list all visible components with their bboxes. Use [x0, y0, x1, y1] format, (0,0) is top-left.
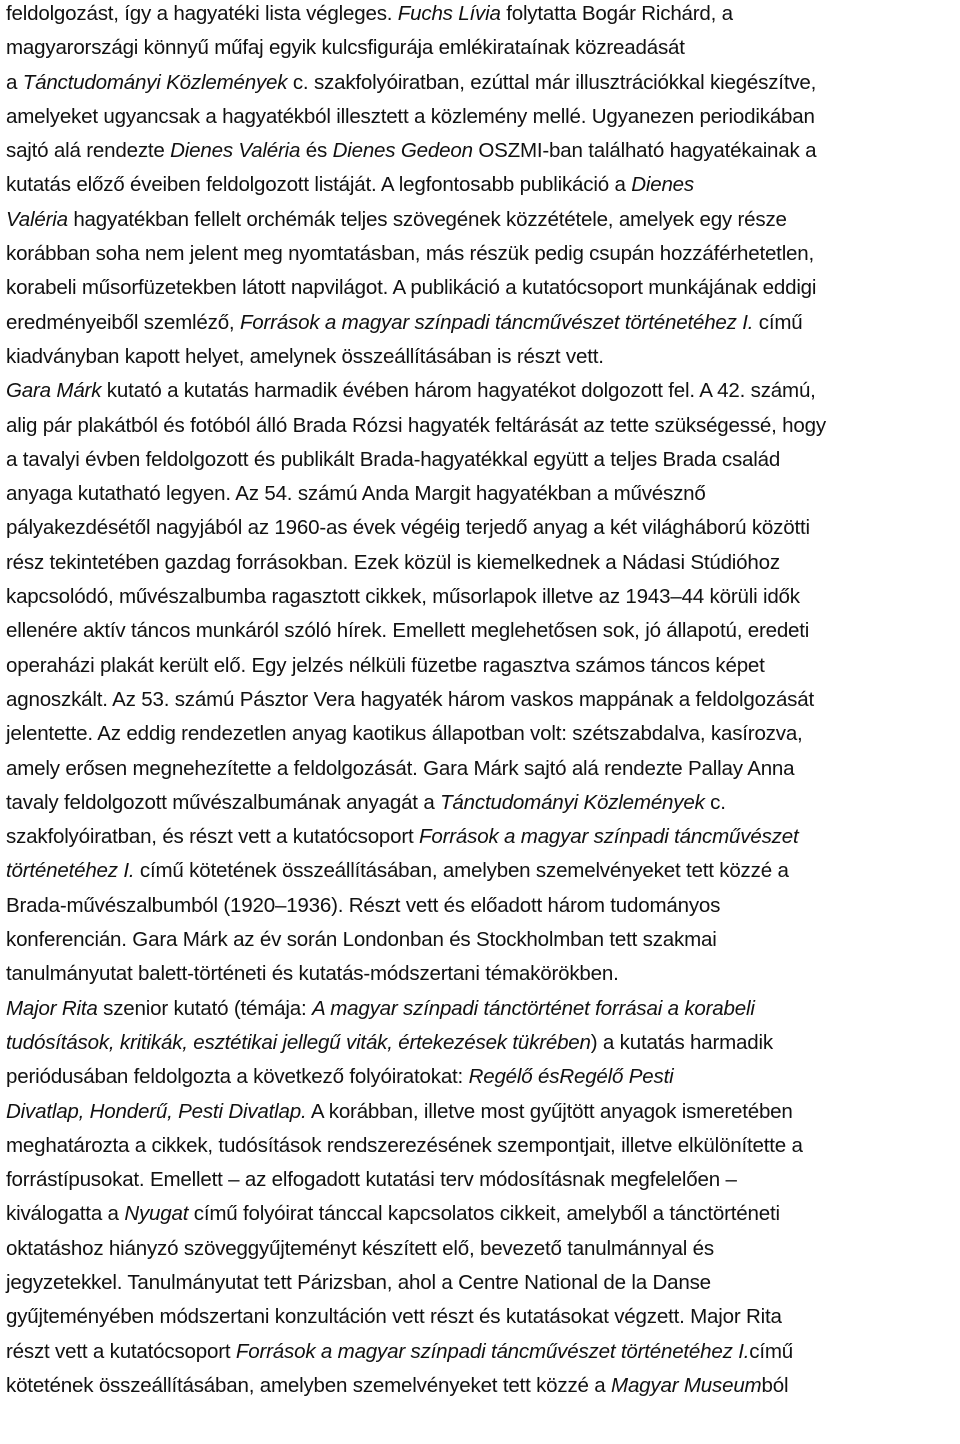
- text-segment: szenior kutató (témája:: [97, 996, 312, 1020]
- text-segment: kutatás előző éveiben feldolgozott listáját. A legfontosabb publikáció a: [6, 173, 632, 197]
- text-line: [6, 1232, 954, 1266]
- text-segment: meghatározta a cikkek, tudósítások rendszerezésének szempontjait, illetve elkülönítette a: [6, 1133, 803, 1157]
- text-line: [6, 854, 954, 888]
- text-line: [6, 1060, 954, 1094]
- text-segment: című: [753, 310, 803, 334]
- text-line: [6, 1163, 954, 1197]
- text-segment: Brada-művészalbumból (1920–1936). Részt vett és előadott három tudományos: [6, 893, 721, 917]
- text-line: [6, 717, 954, 751]
- italic-text-segment: Divatlap, Honderű, Pesti Divatlap.: [6, 1099, 307, 1123]
- text-segment: amelyeket ugyancsak a hagyatékból illesztett a közlemény mellé. Ugyanezen periodikában: [6, 104, 815, 128]
- text-segment: szakfolyóiratban, és részt vett a kutatócsoport: [6, 825, 420, 849]
- text-line: [6, 957, 954, 991]
- text-line: [6, 203, 954, 237]
- text-line: [6, 649, 954, 683]
- text-segment: korabeli műsorfüzetekben látott napvilágot. A publikáció a kutatócsoport munkájának eddigi: [6, 276, 817, 300]
- text-segment: folytatta Bogár Richárd, a: [500, 2, 733, 25]
- italic-text-segment: Források a magyar színpadi táncművészet történetéhez I.: [235, 1339, 750, 1363]
- text-segment: anyaga kutatható legyen. Az 54. számú Anda Margit hagyatékban a művésznő: [6, 482, 706, 506]
- text-line: [6, 134, 954, 168]
- italic-text-segment: Források a magyar színpadi táncművészet történetéhez I.: [239, 310, 754, 334]
- text-line: [6, 409, 954, 443]
- text-segment: OSZMI-ban található hagyatékainak a: [472, 139, 817, 163]
- text-line: [6, 1026, 954, 1060]
- text-segment: alig pár plakátból és fotóból álló Brada Rózsi hagyaték feltárását az tette szükségessé, hogy: [6, 413, 826, 437]
- text-segment: részt vett a kutatócsoport: [6, 1339, 236, 1363]
- text-segment: a tavalyi évben feldolgozott és publikált Brada-hagyatékkal együtt a teljes Brada család: [6, 447, 781, 471]
- text-line: [6, 1129, 954, 1163]
- text-line: [6, 31, 954, 65]
- text-segment: periódusában feldolgozta a következő folyóiratokat:: [6, 1065, 469, 1089]
- text-line: [6, 752, 954, 786]
- text-segment: jegyzetekkel. Tanulmányutat tett Párizsban, ahol a Centre National de la Danse: [6, 1270, 711, 1294]
- italic-text-segment: Regélő ésRegélő Pesti: [468, 1065, 674, 1089]
- text-line: [6, 786, 954, 820]
- text-segment: tavaly feldolgozott művészalbumának anyagát a: [6, 790, 441, 814]
- text-segment: A korábban, illetve most gyűjtött anyagok ismeretében: [306, 1099, 793, 1123]
- text-line: [6, 0, 954, 31]
- text-segment: kiadványban kapott helyet, amelynek összeállításában is részt vett.: [6, 344, 604, 368]
- italic-text-segment: történetéhez I.: [6, 859, 135, 883]
- text-segment: gyűjteményében módszertani konzultáción vett részt és kutatásokat végzett. Major Rita: [6, 1305, 782, 1329]
- italic-text-segment: A magyar színpadi tánctörténet forrásai a korabeli: [311, 996, 755, 1020]
- italic-text-segment: Dienes Valéria: [170, 139, 301, 163]
- document-page: [6, 0, 956, 1403]
- text-segment: című: [749, 1339, 793, 1363]
- italic-text-segment: Magyar Museum: [611, 1373, 762, 1397]
- text-line: [6, 614, 954, 648]
- text-line: [6, 374, 954, 408]
- text-segment: kutató a kutatás harmadik évében három hagyatékot dolgozott fel. A 42. számú,: [101, 379, 816, 403]
- text-segment: sajtó alá rendezte: [6, 139, 171, 163]
- text-line: [6, 168, 954, 202]
- text-segment: amely erősen megnehezítette a feldolgozását. Gara Márk sajtó alá rendezte Pallay Anna: [6, 756, 795, 780]
- italic-text-segment: Dienes Gedeon: [332, 139, 473, 163]
- text-line: [6, 546, 954, 580]
- text-segment: rész tekintetében gazdag forrásokban. Ezek közül is kiemelkednek a Nádasi Stúdióhoz: [6, 550, 780, 574]
- text-line: [6, 1095, 954, 1129]
- text-line: [6, 237, 954, 271]
- text-segment: ellenére aktív táncos munkáról szóló hírek. Emellett meglehetősen sok, jó állapotú, eredeti: [6, 619, 810, 643]
- text-line: [6, 1369, 954, 1403]
- text-line: [6, 271, 954, 305]
- text-segment: korábban soha nem jelent meg nyomtatásban, más részük pedig csupán hozzáférhetetlen,: [6, 242, 815, 266]
- text-segment: kapcsolódó, művészalbumba ragasztott cikkek, műsorlapok illetve az 1943–44 körüli idők: [6, 585, 800, 609]
- text-segment: című folyóirat tánccal kapcsolatos cikkeit, amelyből a tánctörténeti: [188, 1202, 780, 1226]
- text-segment: c.: [704, 790, 726, 814]
- italic-text-segment: Fuchs Lívia: [397, 2, 501, 25]
- italic-text-segment: Tánctudományi Közlemények: [440, 790, 705, 814]
- text-segment: forrástípusokat. Emellett – az elfogadott kutatási terv módosításnak megfelelően –: [6, 1168, 737, 1192]
- italic-text-segment: Valéria: [6, 207, 68, 231]
- text-segment: konferencián. Gara Márk az év során Londonban és Stockholmban tett szakmai: [6, 928, 717, 952]
- text-line: [6, 511, 954, 545]
- text-line: [6, 683, 954, 717]
- text-line: [6, 1300, 954, 1334]
- text-segment: eredményeiből szemléző,: [6, 310, 240, 334]
- italic-text-segment: Források a magyar színpadi táncművészet: [419, 825, 799, 849]
- text-line: [6, 1197, 954, 1231]
- text-line: [6, 100, 954, 134]
- text-line: [6, 992, 954, 1026]
- text-line: [6, 443, 954, 477]
- text-line: [6, 66, 954, 100]
- text-line: [6, 306, 954, 340]
- text-segment: jelentette. Az eddig rendezetlen anyag kaotikus állapotban volt: szétszabdalva, kasírozva,: [6, 722, 803, 746]
- italic-text-segment: Dienes: [631, 173, 694, 197]
- text-segment: ból: [761, 1373, 789, 1397]
- text-segment: magyarországi könnyű műfaj egyik kulcsfigurája emlékirataínak közreadását: [6, 36, 685, 60]
- text-segment: kiválogatta a: [6, 1202, 125, 1226]
- text-line: [6, 1335, 954, 1369]
- text-line: [6, 889, 954, 923]
- text-line: [6, 820, 954, 854]
- text-segment: oktatáshoz hiányzó szöveggyűjteményt készített elő, bevezető tanulmánnyal és: [6, 1236, 714, 1260]
- text-segment: és: [300, 139, 333, 163]
- text-line: [6, 923, 954, 957]
- text-segment: c. szakfolyóiratban, ezúttal már illusztrációkkal kiegészítve,: [287, 70, 817, 94]
- italic-text-segment: Nyugat: [124, 1202, 189, 1226]
- italic-text-segment: Major Rita: [6, 996, 98, 1020]
- text-line: [6, 477, 954, 511]
- text-line: [6, 340, 954, 374]
- text-segment: tanulmányutat balett-történeti és kutatás-módszertani témakörökben.: [6, 962, 619, 986]
- text-segment: agnoszkált. Az 53. számú Pásztor Vera hagyaték három vaskos mappának a feldolgozását: [6, 687, 815, 711]
- text-segment: feldolgozást, így a hagyatéki lista végleges.: [6, 2, 398, 25]
- text-segment: a: [6, 70, 23, 94]
- italic-text-segment: Gara Márk: [6, 379, 102, 403]
- text-segment: hagyatékban fellelt orchémák teljes szövegének közzététele, amelyek egy része: [67, 207, 787, 231]
- text-segment: ) a kutatás harmadik: [590, 1030, 773, 1054]
- italic-text-segment: tudósítások, kritikák, esztétikai jellegű viták, értekezések tükrében: [6, 1030, 591, 1054]
- text-line: [6, 580, 954, 614]
- text-segment: pályakezdésétől nagyjából az 1960-as évek végéig terjedő anyag a két világháború közötti: [6, 516, 810, 540]
- text-segment: kötetének összeállításában, amelyben szemelvényeket tett közzé a: [6, 1373, 612, 1397]
- text-line: [6, 1266, 954, 1300]
- text-segment: című kötetének összeállításában, amelyben szemelvényeket tett közzé a: [134, 859, 789, 883]
- italic-text-segment: Tánctudományi Közlemények: [22, 70, 288, 94]
- text-segment: operaházi plakát került elő. Egy jelzés nélküli füzetbe ragasztva számos táncos képet: [6, 653, 765, 677]
